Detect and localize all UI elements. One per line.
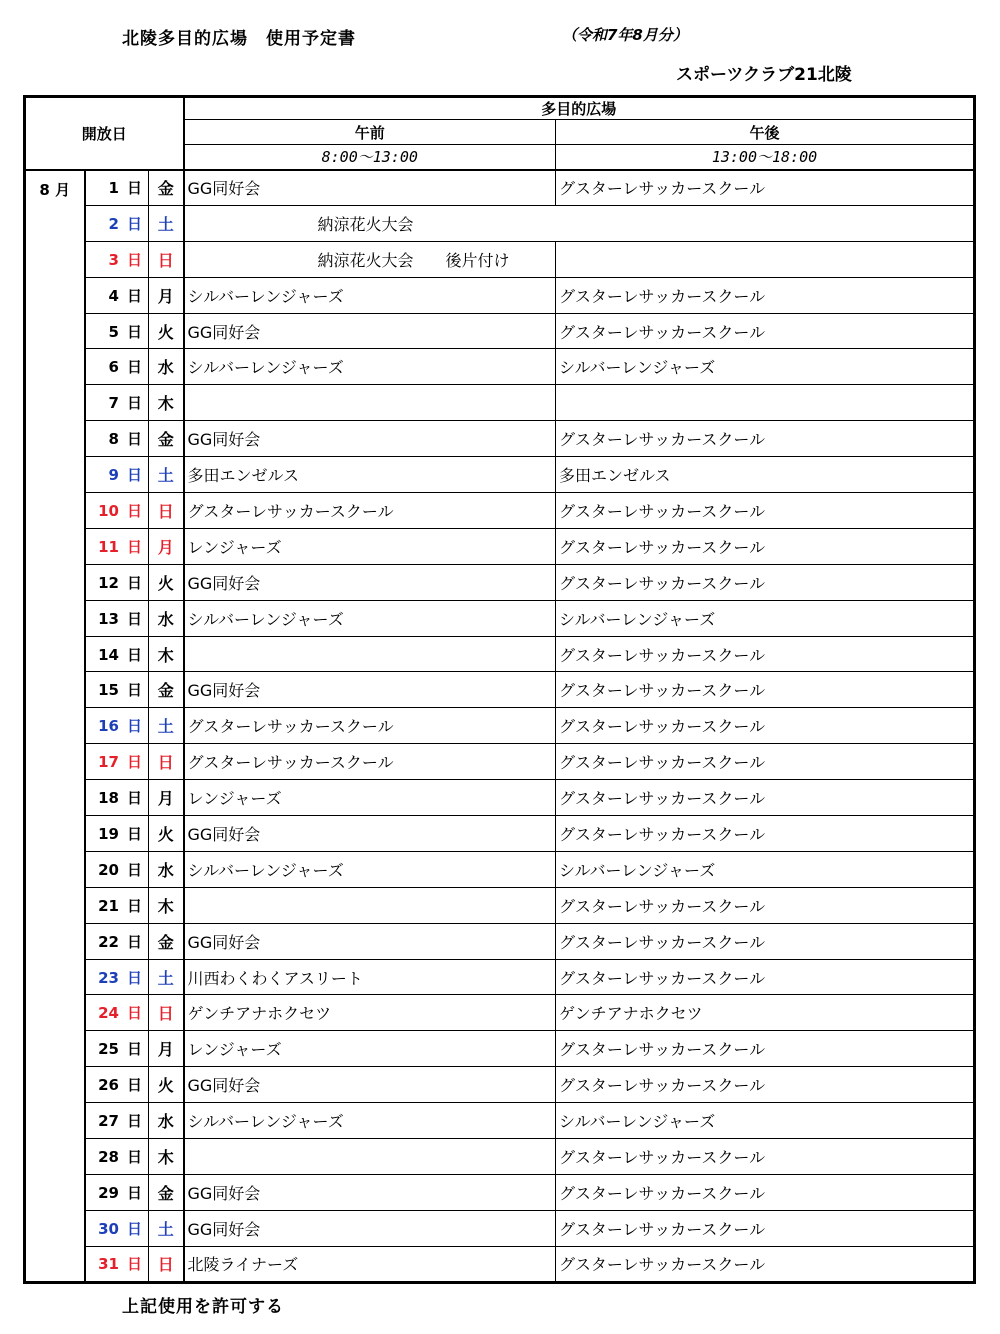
day-cell bbox=[85, 170, 149, 206]
am-cell bbox=[184, 1139, 556, 1175]
weekday-cell: 日 bbox=[149, 995, 184, 1031]
day-unit: 日 bbox=[126, 789, 142, 808]
day-unit: 日 bbox=[126, 1147, 142, 1166]
weekday-cell: 土 bbox=[149, 1210, 184, 1246]
pm-cell: グスターレサッカースクール bbox=[556, 959, 975, 995]
day-unit: 日 bbox=[126, 394, 142, 413]
pm-cell: シルバーレンジャーズ bbox=[556, 349, 975, 385]
table-row bbox=[25, 887, 975, 923]
table-row bbox=[25, 600, 975, 636]
am-cell: GG同好会 bbox=[184, 564, 556, 600]
day-cell bbox=[85, 564, 149, 600]
weekday-cell: 金 bbox=[149, 1174, 184, 1210]
am-cell: GG同好会 bbox=[184, 313, 556, 349]
am-cell: 多田エンゼルス bbox=[184, 457, 556, 493]
day-cell bbox=[85, 816, 149, 852]
weekday-cell: 土 bbox=[149, 708, 184, 744]
am-cell bbox=[184, 887, 556, 923]
day-cell bbox=[85, 1103, 149, 1139]
day-unit: 日 bbox=[126, 466, 142, 485]
day-unit: 日 bbox=[126, 645, 142, 664]
am-header: 午前 bbox=[184, 120, 556, 145]
pm-cell: グスターレサッカースクール bbox=[556, 564, 975, 600]
day-cell bbox=[85, 421, 149, 457]
day-cell bbox=[85, 313, 149, 349]
am-cell: レンジャーズ bbox=[184, 528, 556, 564]
table-row bbox=[25, 1103, 975, 1139]
pm-cell: グスターレサッカースクール bbox=[556, 1139, 975, 1175]
day-unit: 日 bbox=[126, 1219, 142, 1238]
document-title: 北陵多目的広場 使用予定書 bbox=[122, 29, 356, 49]
day-unit: 日 bbox=[126, 968, 142, 987]
weekday-cell: 土 bbox=[149, 457, 184, 493]
day-unit: 日 bbox=[126, 717, 142, 736]
weekday-cell: 月 bbox=[149, 277, 184, 313]
event-cell: 納涼花火大会 bbox=[184, 205, 975, 241]
day-unit: 日 bbox=[126, 573, 142, 592]
pm-cell: グスターレサッカースクール bbox=[556, 780, 975, 816]
day-unit: 日 bbox=[126, 214, 142, 233]
day-number: 1 bbox=[108, 179, 119, 198]
weekday-cell: 金 bbox=[149, 672, 184, 708]
day-unit: 日 bbox=[126, 250, 142, 269]
am-cell: シルバーレンジャーズ bbox=[184, 600, 556, 636]
table-row bbox=[25, 959, 975, 995]
pm-cell: グスターレサッカースクール bbox=[556, 636, 975, 672]
day-number: 28 bbox=[98, 1147, 119, 1166]
weekday-cell: 水 bbox=[149, 1103, 184, 1139]
day-unit: 日 bbox=[126, 1040, 142, 1059]
table-row bbox=[25, 493, 975, 529]
day-unit: 日 bbox=[126, 537, 142, 556]
pm-cell: グスターレサッカースクール bbox=[556, 313, 975, 349]
table-row bbox=[25, 672, 975, 708]
table-row bbox=[25, 205, 975, 241]
day-number: 14 bbox=[98, 645, 119, 664]
am-cell: 川西わくわくアスリート bbox=[184, 959, 556, 995]
day-number: 10 bbox=[98, 501, 119, 520]
approval-note: 上記使用を許可する bbox=[122, 1297, 284, 1317]
pm-cell: グスターレサッカースクール bbox=[556, 421, 975, 457]
pm-cell: グスターレサッカースクール bbox=[556, 1246, 975, 1282]
weekday-cell: 水 bbox=[149, 851, 184, 887]
weekday-cell: 火 bbox=[149, 1067, 184, 1103]
pm-cell: 多田エンゼルス bbox=[556, 457, 975, 493]
day-number: 27 bbox=[98, 1112, 119, 1131]
organization-name: スポーツクラブ21北陵 bbox=[676, 65, 852, 85]
day-unit: 日 bbox=[126, 1004, 142, 1023]
day-number: 2 bbox=[108, 214, 119, 233]
day-unit: 日 bbox=[126, 824, 142, 843]
table-row bbox=[25, 923, 975, 959]
am-cell bbox=[184, 385, 556, 421]
schedule-table bbox=[23, 95, 976, 1284]
day-cell bbox=[85, 708, 149, 744]
weekday-cell: 木 bbox=[149, 385, 184, 421]
table-row bbox=[25, 744, 975, 780]
day-number: 7 bbox=[108, 394, 119, 413]
day-number: 3 bbox=[108, 250, 119, 269]
day-cell bbox=[85, 385, 149, 421]
weekday-cell: 火 bbox=[149, 313, 184, 349]
day-unit: 日 bbox=[126, 179, 142, 198]
day-number: 31 bbox=[98, 1255, 119, 1274]
day-number: 15 bbox=[98, 681, 119, 700]
weekday-cell: 金 bbox=[149, 923, 184, 959]
day-cell bbox=[85, 995, 149, 1031]
day-number: 8 bbox=[108, 430, 119, 449]
pm-cell: グスターレサッカースクール bbox=[556, 1031, 975, 1067]
day-cell bbox=[85, 1246, 149, 1282]
day-number: 16 bbox=[98, 717, 119, 736]
table-row bbox=[25, 457, 975, 493]
table-row bbox=[25, 385, 975, 421]
am-cell: GG同好会 bbox=[184, 1174, 556, 1210]
day-unit: 日 bbox=[126, 1183, 142, 1202]
pm-cell: グスターレサッカースクール bbox=[556, 744, 975, 780]
open-day-header: 開放日 bbox=[25, 97, 184, 170]
day-cell bbox=[85, 528, 149, 564]
pm-cell: グスターレサッカースクール bbox=[556, 672, 975, 708]
weekday-cell: 土 bbox=[149, 205, 184, 241]
day-cell bbox=[85, 1031, 149, 1067]
table-row bbox=[25, 170, 975, 206]
am-cell: 北陵ライナーズ bbox=[184, 1246, 556, 1282]
pm-cell bbox=[556, 241, 975, 277]
am-time-header: 8:00～13:00 bbox=[184, 145, 556, 170]
table-row bbox=[25, 313, 975, 349]
weekday-cell: 日 bbox=[149, 744, 184, 780]
table-row bbox=[25, 1246, 975, 1282]
table-row bbox=[25, 564, 975, 600]
day-unit: 日 bbox=[126, 286, 142, 305]
pm-time-header: 13:00～18:00 bbox=[556, 145, 975, 170]
table-row bbox=[25, 816, 975, 852]
pm-cell: シルバーレンジャーズ bbox=[556, 1103, 975, 1139]
day-cell bbox=[85, 959, 149, 995]
day-number: 6 bbox=[108, 358, 119, 377]
day-unit: 日 bbox=[126, 1255, 142, 1274]
am-cell: シルバーレンジャーズ bbox=[184, 277, 556, 313]
day-cell bbox=[85, 241, 149, 277]
am-cell: GG同好会 bbox=[184, 170, 556, 206]
day-number: 18 bbox=[98, 789, 119, 808]
weekday-cell: 水 bbox=[149, 349, 184, 385]
day-number: 25 bbox=[98, 1040, 119, 1059]
day-number: 11 bbox=[98, 537, 119, 556]
am-cell: レンジャーズ bbox=[184, 1031, 556, 1067]
table-row bbox=[25, 1067, 975, 1103]
pm-cell: グスターレサッカースクール bbox=[556, 277, 975, 313]
day-unit: 日 bbox=[126, 1076, 142, 1095]
weekday-cell: 日 bbox=[149, 1246, 184, 1282]
facility-header: 多目的広場 bbox=[184, 97, 975, 120]
am-cell: グスターレサッカースクール bbox=[184, 708, 556, 744]
table-row bbox=[25, 528, 975, 564]
day-number: 19 bbox=[98, 824, 119, 843]
day-number: 12 bbox=[98, 573, 119, 592]
day-cell bbox=[85, 744, 149, 780]
day-number: 17 bbox=[98, 753, 119, 772]
day-cell bbox=[85, 851, 149, 887]
pm-cell: シルバーレンジャーズ bbox=[556, 851, 975, 887]
day-number: 13 bbox=[98, 609, 119, 628]
am-cell: グスターレサッカースクール bbox=[184, 744, 556, 780]
table-row bbox=[25, 241, 975, 277]
day-cell bbox=[85, 923, 149, 959]
day-unit: 日 bbox=[126, 753, 142, 772]
day-unit: 日 bbox=[126, 860, 142, 879]
day-number: 20 bbox=[98, 860, 119, 879]
table-row bbox=[25, 349, 975, 385]
table-row bbox=[25, 636, 975, 672]
weekday-cell: 月 bbox=[149, 528, 184, 564]
day-number: 5 bbox=[108, 322, 119, 341]
day-number: 4 bbox=[108, 286, 119, 305]
pm-cell: グスターレサッカースクール bbox=[556, 528, 975, 564]
pm-cell: グスターレサッカースクール bbox=[556, 1174, 975, 1210]
weekday-cell: 月 bbox=[149, 1031, 184, 1067]
am-cell: GG同好会 bbox=[184, 1067, 556, 1103]
pm-cell: ゲンチアナホクセツ bbox=[556, 995, 975, 1031]
day-cell bbox=[85, 600, 149, 636]
day-cell bbox=[85, 1067, 149, 1103]
am-cell: ゲンチアナホクセツ bbox=[184, 995, 556, 1031]
event-cell: 納涼花火大会 後片付け bbox=[184, 241, 556, 277]
day-number: 22 bbox=[98, 932, 119, 951]
day-unit: 日 bbox=[126, 681, 142, 700]
table-row bbox=[25, 1174, 975, 1210]
am-cell: GG同好会 bbox=[184, 1210, 556, 1246]
pm-cell: グスターレサッカースクール bbox=[556, 170, 975, 206]
day-unit: 日 bbox=[126, 430, 142, 449]
pm-cell bbox=[556, 385, 975, 421]
table-row bbox=[25, 1139, 975, 1175]
day-cell bbox=[85, 672, 149, 708]
day-cell bbox=[85, 457, 149, 493]
weekday-cell: 水 bbox=[149, 600, 184, 636]
weekday-cell: 金 bbox=[149, 170, 184, 206]
weekday-cell: 木 bbox=[149, 636, 184, 672]
day-number: 9 bbox=[108, 466, 119, 485]
weekday-cell: 月 bbox=[149, 780, 184, 816]
weekday-cell: 日 bbox=[149, 241, 184, 277]
am-cell: GG同好会 bbox=[184, 816, 556, 852]
pm-cell: グスターレサッカースクール bbox=[556, 708, 975, 744]
day-cell bbox=[85, 1210, 149, 1246]
day-cell bbox=[85, 205, 149, 241]
am-cell: グスターレサッカースクール bbox=[184, 493, 556, 529]
day-cell bbox=[85, 349, 149, 385]
day-cell bbox=[85, 887, 149, 923]
am-cell: GG同好会 bbox=[184, 923, 556, 959]
am-cell: シルバーレンジャーズ bbox=[184, 851, 556, 887]
am-cell: GG同好会 bbox=[184, 672, 556, 708]
table-row bbox=[25, 851, 975, 887]
day-unit: 日 bbox=[126, 358, 142, 377]
day-number: 21 bbox=[98, 896, 119, 915]
am-cell bbox=[184, 636, 556, 672]
weekday-cell: 木 bbox=[149, 1139, 184, 1175]
period-label: （令和7年8月分） bbox=[562, 26, 688, 44]
day-unit: 日 bbox=[126, 501, 142, 520]
day-cell bbox=[85, 780, 149, 816]
table-row bbox=[25, 995, 975, 1031]
weekday-cell: 日 bbox=[149, 493, 184, 529]
weekday-cell: 木 bbox=[149, 887, 184, 923]
weekday-cell: 金 bbox=[149, 421, 184, 457]
day-number: 26 bbox=[98, 1076, 119, 1095]
day-unit: 日 bbox=[126, 322, 142, 341]
pm-cell: シルバーレンジャーズ bbox=[556, 600, 975, 636]
day-unit: 日 bbox=[126, 932, 142, 951]
pm-cell: グスターレサッカースクール bbox=[556, 493, 975, 529]
day-cell bbox=[85, 277, 149, 313]
table-row bbox=[25, 421, 975, 457]
table-row bbox=[25, 1031, 975, 1067]
month-cell: 8 月 bbox=[25, 170, 85, 1283]
day-number: 23 bbox=[98, 968, 119, 987]
pm-cell: グスターレサッカースクール bbox=[556, 816, 975, 852]
table-row bbox=[25, 708, 975, 744]
weekday-cell: 火 bbox=[149, 816, 184, 852]
day-cell bbox=[85, 1139, 149, 1175]
table-row bbox=[25, 277, 975, 313]
day-cell bbox=[85, 493, 149, 529]
am-cell: シルバーレンジャーズ bbox=[184, 349, 556, 385]
am-cell: レンジャーズ bbox=[184, 780, 556, 816]
day-cell bbox=[85, 1174, 149, 1210]
table-row bbox=[25, 1210, 975, 1246]
pm-header: 午後 bbox=[556, 120, 975, 145]
pm-cell: グスターレサッカースクール bbox=[556, 1210, 975, 1246]
am-cell: GG同好会 bbox=[184, 421, 556, 457]
table-row bbox=[25, 780, 975, 816]
pm-cell: グスターレサッカースクール bbox=[556, 1067, 975, 1103]
day-number: 24 bbox=[98, 1004, 119, 1023]
day-unit: 日 bbox=[126, 1112, 142, 1131]
weekday-cell: 火 bbox=[149, 564, 184, 600]
day-unit: 日 bbox=[126, 896, 142, 915]
pm-cell: グスターレサッカースクール bbox=[556, 887, 975, 923]
weekday-cell: 土 bbox=[149, 959, 184, 995]
day-number: 29 bbox=[98, 1183, 119, 1202]
am-cell: シルバーレンジャーズ bbox=[184, 1103, 556, 1139]
day-cell bbox=[85, 636, 149, 672]
day-unit: 日 bbox=[126, 609, 142, 628]
pm-cell: グスターレサッカースクール bbox=[556, 923, 975, 959]
day-number: 30 bbox=[98, 1219, 119, 1238]
